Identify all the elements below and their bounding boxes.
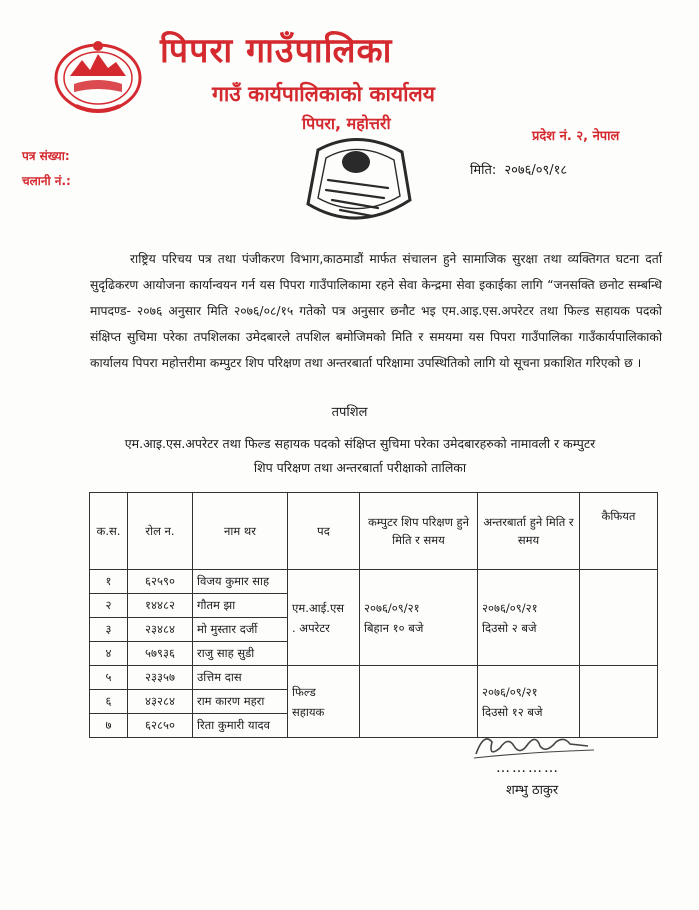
cell-remarks-group1: [580, 570, 658, 666]
cell-name: रिता कुमारी यादव: [193, 714, 288, 738]
cell-roll: ६२५९०: [128, 570, 193, 594]
cell-remarks-group2: [580, 666, 658, 738]
computer-test-time: बिहान १० बजे: [364, 620, 424, 635]
municipality-title: पिपरा गाउँपालिका: [160, 31, 393, 71]
header-name: नाम थर: [193, 493, 288, 570]
header-post: पद: [288, 493, 360, 570]
cell-interview-group1: [478, 570, 580, 666]
cell-name: उत्तिम दास: [193, 666, 288, 690]
details-heading: तपशिल: [331, 405, 368, 420]
dispatch-number-label: चलानी नं.:: [22, 174, 71, 188]
computer-test-date: २०७६/०९/२१: [364, 600, 420, 615]
cell-roll: १४४८२: [128, 594, 193, 618]
province-label: प्रदेश नं. २, नेपाल: [532, 129, 620, 144]
interview-time: दिउसो २ बजे: [482, 620, 537, 635]
cell-post-group2: [288, 666, 360, 738]
cell-name: राजु साह सुडी: [193, 642, 288, 666]
table-row: [90, 570, 658, 594]
cell-computer-test-group1: [360, 570, 478, 666]
header-remarks: कैफियत: [580, 493, 658, 570]
cell-sn: ५: [90, 666, 128, 690]
government-emblem-logo: [48, 36, 148, 120]
cell-name: मो मुस्तार दर्जी: [193, 618, 288, 642]
cell-sn: २: [90, 594, 128, 618]
date-value: २०७६/०९/१८: [504, 163, 568, 178]
table-caption-line2: शिप परिक्षण तथा अन्तरबार्ता परीक्षाको तालिका: [253, 460, 467, 475]
cell-name: गौतम झा: [193, 594, 288, 618]
cell-sn: ४: [90, 642, 128, 666]
header-sn: क.स.: [90, 493, 128, 570]
cell-post-group1: [288, 570, 360, 666]
office-title: गाउँ कार्यपालिकाको कार्यालय: [212, 82, 435, 106]
post-line2: सहायक: [292, 704, 325, 719]
candidate-table: [89, 492, 658, 738]
cell-name: राम कारण महरा: [193, 690, 288, 714]
cell-roll: ५७९३६: [128, 642, 193, 666]
table-caption: [60, 432, 660, 480]
cell-roll: ४३२८४: [128, 690, 193, 714]
cell-name: विजय कुमार साह: [193, 570, 288, 594]
cell-computer-test-group2: [360, 666, 478, 738]
header-interview: अन्तरबार्ता हुने मिति र समय: [478, 493, 580, 570]
interview-time: दिउसो १२ बजे: [482, 704, 543, 719]
post-line1: एम.आई.एस: [292, 600, 345, 615]
post-line2: . अपरेटर: [292, 620, 330, 635]
cell-roll: २३४८४: [128, 618, 193, 642]
header-computer-test: कम्पुटर शिप परिक्षण हुने मिति र समय: [360, 493, 478, 570]
cell-sn: १: [90, 570, 128, 594]
cell-sn: ६: [90, 690, 128, 714]
cell-sn: ३: [90, 618, 128, 642]
cell-roll: ६२८५०: [128, 714, 193, 738]
interview-date: २०७६/०९/२१: [482, 684, 538, 699]
cell-roll: २३३५७: [128, 666, 193, 690]
table-caption-line1: एम.आइ.एस.अपरेटर तथा फिल्ड सहायक पदको संक्षिप्त सुचिमा परेका उमेदबारहरुको नामावली र कम्पुटर: [124, 436, 596, 451]
cell-interview-group2: [478, 666, 580, 738]
interview-date: २०७६/०९/२१: [482, 600, 538, 615]
cell-sn: ७: [90, 714, 128, 738]
table-header-row: [90, 493, 658, 570]
date-line: [470, 160, 567, 178]
table-row: [90, 666, 658, 690]
signature-dots: …………: [496, 760, 560, 776]
signatory-name: शम्भु ठाकुर: [506, 783, 559, 798]
office-address: पिपरा, महोत्तरी: [302, 114, 391, 133]
letter-number-label: पत्र संख्या:: [22, 149, 70, 163]
official-stamp: [298, 130, 418, 234]
date-label: मिति:: [470, 163, 497, 178]
post-line1: फिल्ड: [292, 684, 316, 699]
header-roll: रोल न.: [128, 493, 193, 570]
notice-paragraph: राष्ट्रिय परिचय पत्र तथा पंजीकरण विभाग,काठमाडौं मार्फत संचालन हुने सामाजिक सुरक्षा तथा व्यक्तिगत घटना दर्ता सुदृढिकरण आयोजना कार्यान्वयन गर्न यस पिपरा गाउँपालिकामा रहने सेवा केन्द्रमा सेवा इकाईका लागि “जनसक्ति छनोट सम्बन्धि मापदण्ड- २०७६ अनुसार मिति २०७६/०८/१५ गतेको पत्र अनुसार छनौट भइ एम.आइ.एस.अपरेटर तथा फिल्ड सहायक पदको संक्षिप्त सुचिमा परेका तपशिलका उमेदबारले तपशिल बमोजिमको मिति र समयमा यस पिपरा गाउँपालिका गाउँकार्यपालिकाको कार्यालय पिपरा महोत्तरीमा कम्पुटर शिप परिक्षण तथा अन्तरबार्ता परिक्षामा उपस्थितिको लागि यो सूचना प्रकाशित गरिएको छ ।: [90, 252, 662, 370]
